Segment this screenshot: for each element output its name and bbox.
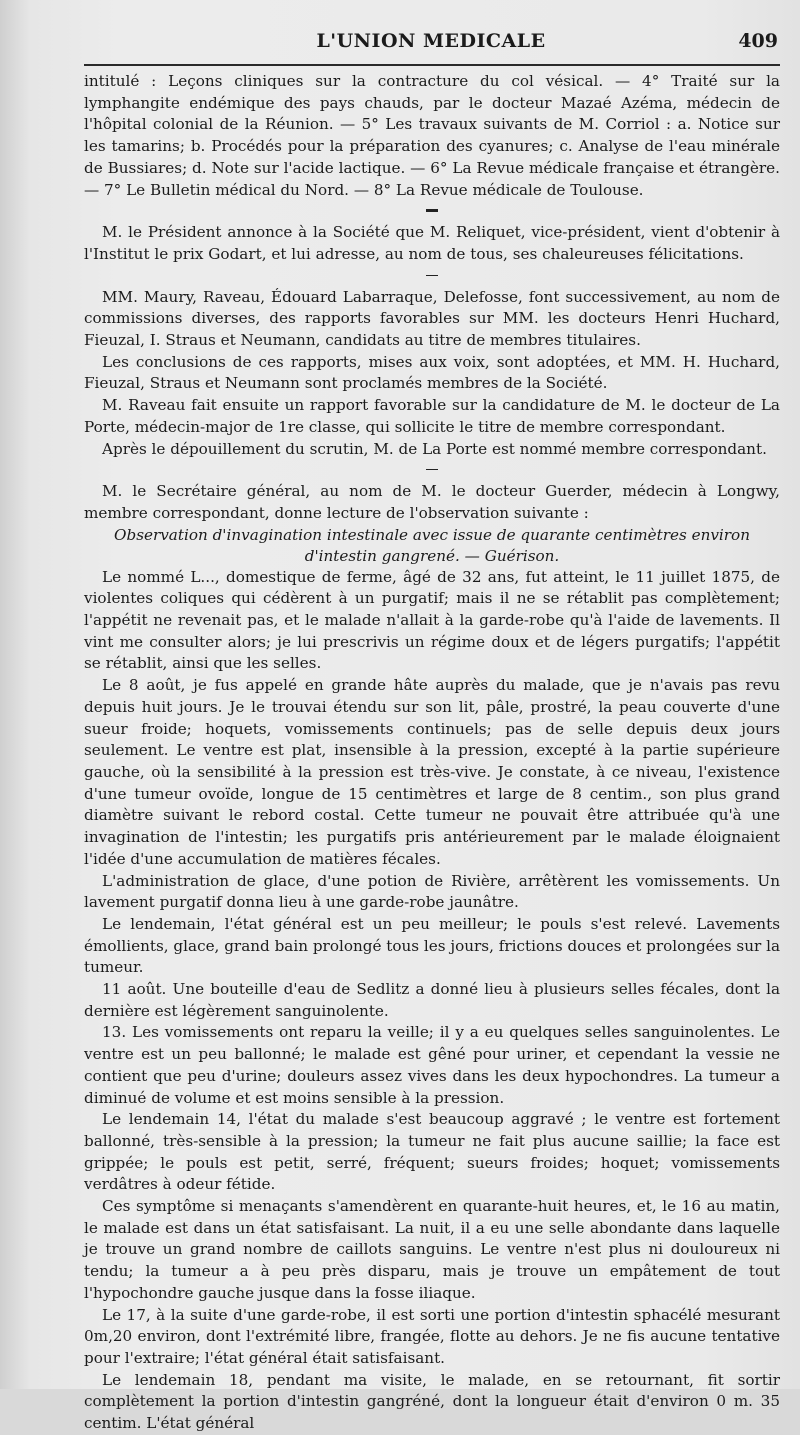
paragraph: Le nommé L..., domestique de ferme, âgé de 32 ans, fut atteint, le 11 juillet 1875, de violentes coliques qui cédèrent à un purgatif; mais il ne se rétablit pas complètement; l'appétit ne revenait pas, et le malade n'allait à la garde-robe qu'à l'aide de lavements. Il vint me consulter alors; je lui prescrivis un régime doux et de légers purgatifs; l'appétit se rétablit, ainsi que les selles. [84,567,780,673]
section-separator [84,203,780,219]
paragraph: 13. Les vomissements ont reparu la veille; il y a eu quelques selles sanguinolentes. Le ventre est un peu ballonné; le malade est gêné pour uriner, et cependant la vessie ne contient que peu d'urine; douleurs assez vives dans les deux hypochondres. La tumeur a diminué de volume et est moins sensible à la pression. [84,1023,780,1107]
paragraph: Les conclusions de ces rapports, mises aux voix, sont adoptées, et MM. H. Huchard, Fieuzal, Straus et Neumann sont proclamés membres de la Société. [84,352,780,393]
section-separator [84,268,780,284]
paragraph: M. le Secrétaire général, au nom de M. le docteur Guerder, médecin à Longwy, membre correspondant, donne lecture de l'observation suivante : [84,482,780,522]
paragraph: intitulé : Leçons cliniques sur la contracture du col vésical. — 4° Traité sur la lymphangite endémique des pays chauds, par le docteur Mazaé Azéma, médecin de l'hôpital colonial de la Réunion. — 5° Les travaux suivants de M. Corriol : a. Notice sur les tamarins; b. Procédés pour la préparation des cyanures; c. Analyse de l'eau minérale de Bussiares; d. Note sur l'acide lactique. — 6° La Revue médicale française et étrangère. — 7° Le Bulletin médical du Nord. — 8° La Revue médicale de Toulouse. [84,72,780,199]
paragraph: M. le Président annonce à la Société que M. Reliquet, vice-président, vient d'obtenir à l'Institut le prix Godart, et lui adresse, au nom de tous, ses chaleureuses félicitations. [84,223,780,263]
paragraph: Le lendemain, l'état général est un peu meilleur; le pouls s'est relevé. Lavements émollients, glace, grand bain prolongé tous les jours, frictions douces et prolongées sur la tumeur. [84,914,780,977]
paragraph: Le 17, à la suite d'une garde-robe, il est sorti une portion d'intestin sphacélé mesurant 0m,20 environ, dont l'extrémité libre, frangée, flotte au dehors. Je ne fis aucune tentative pour l'extraire; l'état général était satisfaisant. [84,1305,780,1367]
paragraph: L'administration de glace, d'une potion de Rivière, arrêtèrent les vomissements. Un lavement purgatif donna lieu à une garde-robe jaunâtre. [84,871,780,912]
header-rule [84,64,780,66]
paragraph: Le 8 août, je fus appelé en grande hâte auprès du malade, que je n'avais pas revu depuis huit jours. Je le trouvai étendu sur son lit, pâle, prostré, la peau couverte d'une sueur froide; hoquets, vomissements continuels; pas de selle depuis deux jours seulement. Le ventre est plat, insensible à la pression, excepté à la partie supérieure gauche, où la sensibilité à la pression est très-vive. Je constate, à ce niveau, l'existence d'une tumeur ovoïde, longue de 15 centimètres et large de 8 centim., son plus grand diamètre suivant le rebord costal. Cette tumeur ne pouvait être attribuée qu'à une invagination de l'intestin; les purgatifs pris antérieurement par le malade éloignaient l'idée d'une accumulation de matières fécales. [84,676,780,868]
observation-title: Observation d'invagination intestinale avec issue de quarante centimètres environ d'intestin gangrené. — Guérison. [114,525,750,565]
paragraph: Le lendemain 18, pendant ma visite, le malade, en se retournant, fit sortir complètement la portion d'intestin gangréné, dont la longueur était d'environ 0 m. 35 centim. L'état général [84,1370,780,1433]
paragraph: Ces symptôme si menaçants s'amendèrent en quarante-huit heures, et, le 16 au matin, le malade est dans un état satisfaisant. La nuit, il a eu une selle abondante dans laquelle je trouve un grand nombre de caillots sanguins. Le ventre n'est plus ni douloureux ni tendu; la tumeur a à peu près disparu, mais je trouve un empâtement de tout l'hypochondre gauche jusque dans la fosse iliaque. [84,1197,780,1302]
page-number: 409 [738,30,778,52]
paragraph: 11 août. Une bouteille d'eau de Sedlitz a donné lieu à plusieurs selles fécales, dont la dernière est légèrement sanguinolente. [84,980,780,1020]
section-separator [84,462,780,478]
paragraph: Après le dépouillement du scrutin, M. de La Porte est nommé membre correspondant. [102,439,767,458]
paragraph: Le lendemain 14, l'état du malade s'est beaucoup aggravé ; le ventre est fortement ballonné, très-sensible à la pression; la tumeur ne fait plus aucune saillie; la face est grippée; le pouls est petit, serré, fréquent; sueurs froides; hoquet; vomissements verdâtres à odeur fétide. [84,1110,780,1194]
article-body [84,71,780,1435]
paragraph: M. Raveau fait ensuite un rapport favorable sur la candidature de M. le docteur de La Porte, médecin-major de 1re classe, qui sollicite le titre de membre correspondant. [84,396,780,436]
paragraph: MM. Maury, Raveau, Édouard Labarraque, Delefosse, font successivement, au nom de commissions diverses, des rapports favorables sur MM. les docteurs Henri Huchard, Fieuzal, I. Straus et Neumann, candidats au titre de membres titulaires. [84,287,780,350]
journal-title: L'UNION MEDICALE [316,30,546,52]
running-header [84,30,778,58]
